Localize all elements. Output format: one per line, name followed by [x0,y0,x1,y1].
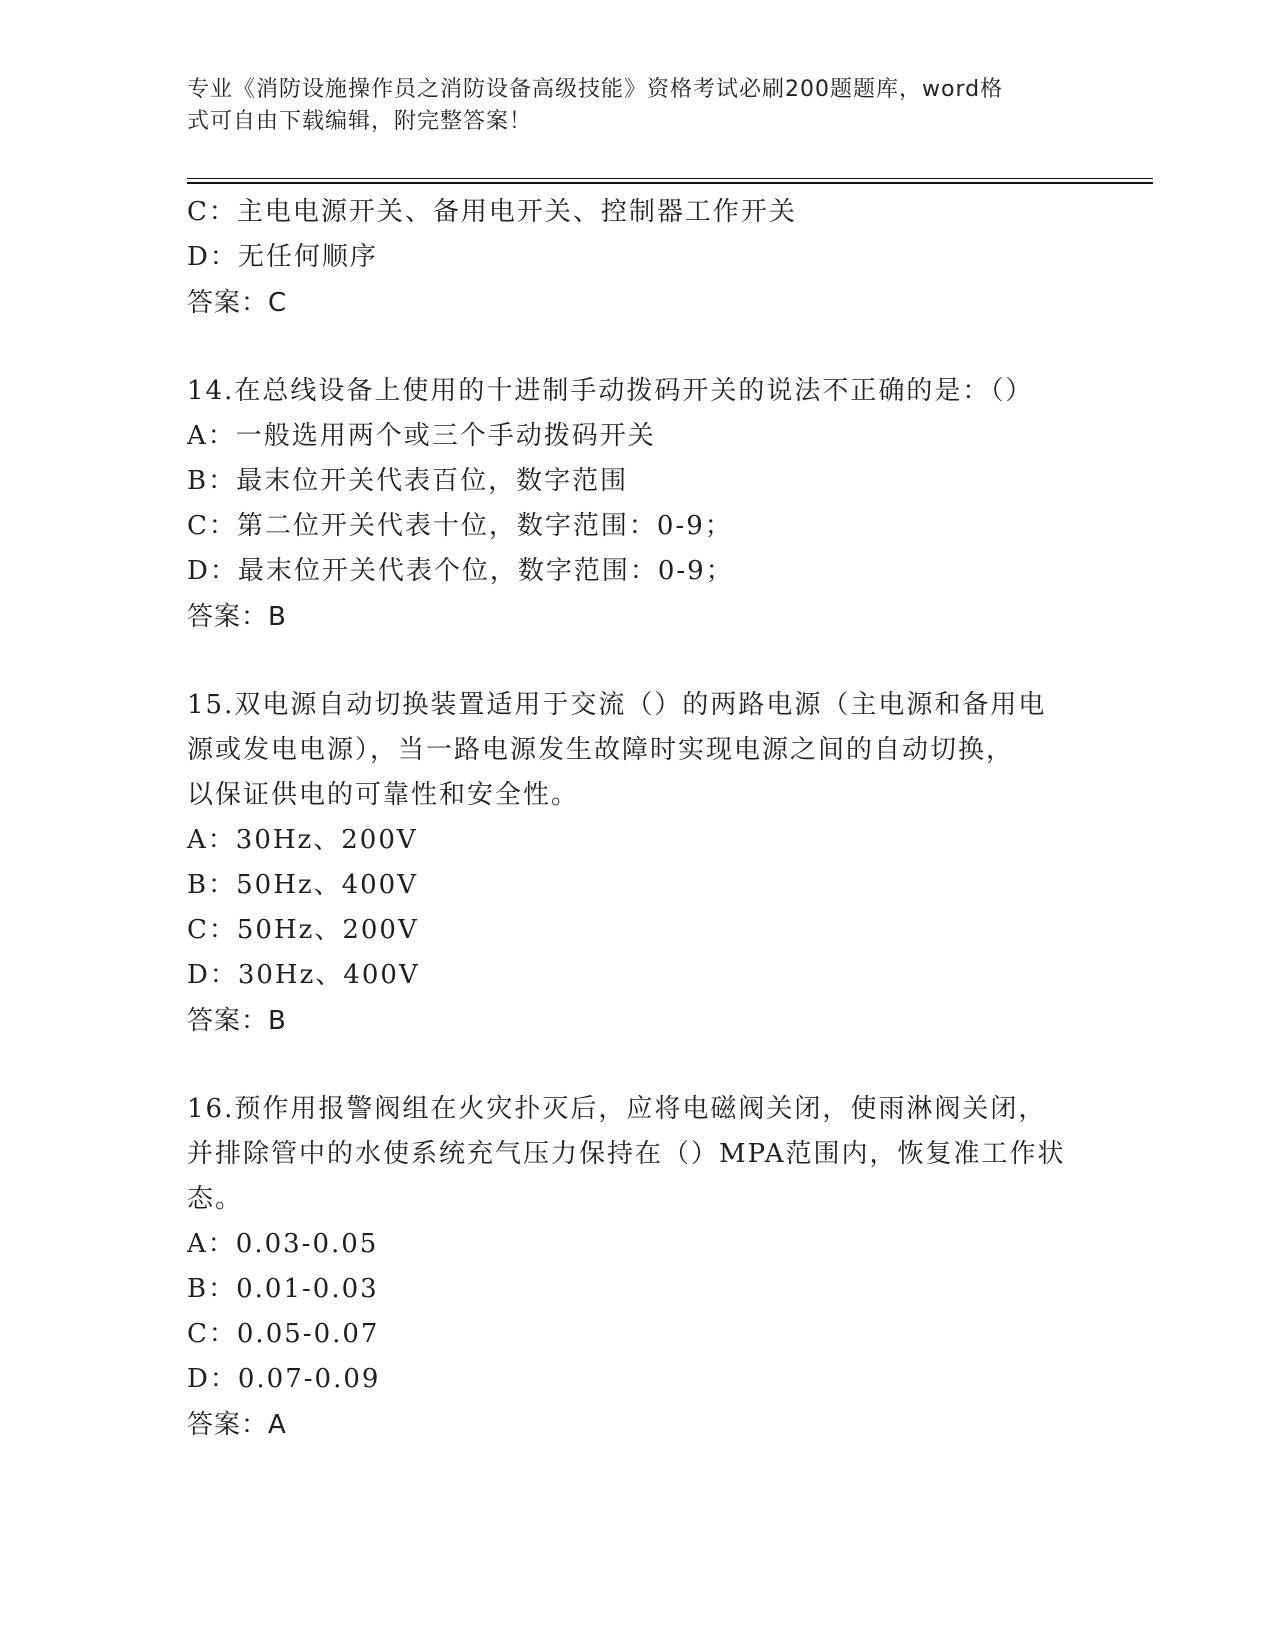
question-text-line: 15.双电源自动切换装置适用于交流（）的两路电源（主电源和备用电 [187,690,1047,720]
document-header [187,74,1067,138]
question-13-tail [187,190,1087,326]
header-divider-thin [187,178,1153,179]
option-c: C：主电电源开关、备用电开关、控制器工作开关 [187,197,797,227]
question-text-line: 源或发电电源），当一路电源发生故障时实现电源之间的自动切换， [187,735,1015,765]
answer-line: 答案：B [187,1006,287,1036]
question-text [187,369,1087,414]
option-d: D：30Hz、400V [187,960,420,990]
question-14 [187,369,1087,640]
option-c: C：50Hz、200V [187,915,419,945]
header-line-1: 专业《消防设施操作员之消防设备高级技能》资格考试必刷200题题库，word格 [187,77,1004,102]
question-list [187,190,1087,1448]
question-text-line: 16.预作用报警阀组在火灾扑灭后，应将电磁阀关闭，使雨淋阀关闭， [187,1094,1047,1124]
question-text-line: 并排除管中的水使系统充气压力保持在（）MPA范围内，恢复准工作状 [187,1139,1066,1169]
option-b: B：最末位开关代表百位，数字范围 [187,466,629,496]
option-b: B：0.01-0.03 [187,1274,379,1304]
option-c: C：第二位开关代表十位，数字范围：0-9； [187,511,733,541]
question-text [187,683,1087,818]
question-text-line: 态。 [187,1184,244,1214]
question-text-line: 以保证供电的可靠性和安全性。 [187,780,580,810]
answer-line: 答案：A [187,1410,287,1440]
answer-line: 答案：B [187,602,287,632]
option-a: A：一般选用两个或三个手动拨码开关 [187,421,656,451]
header-line-2: 式可自由下载编辑，附完整答案！ [187,109,533,134]
question-text-line: 14.在总线设备上使用的十进制手动拨码开关的说法不正确的是：（） [187,376,1034,406]
option-d: D：最末位开关代表个位，数字范围：0-9； [187,556,734,586]
question-16 [187,1087,1087,1448]
option-c: C：0.05-0.07 [187,1319,380,1349]
option-d: D：无任何顺序 [187,242,378,272]
question-15 [187,683,1087,1044]
option-d: D：0.07-0.09 [187,1364,381,1394]
option-b: B：50Hz、400V [187,870,418,900]
answer-line: 答案：C [187,288,288,318]
question-text [187,1087,1087,1222]
header-divider-thick [187,182,1153,184]
option-a: A：30Hz、200V [187,825,418,855]
option-a: A：0.03-0.05 [187,1229,379,1259]
